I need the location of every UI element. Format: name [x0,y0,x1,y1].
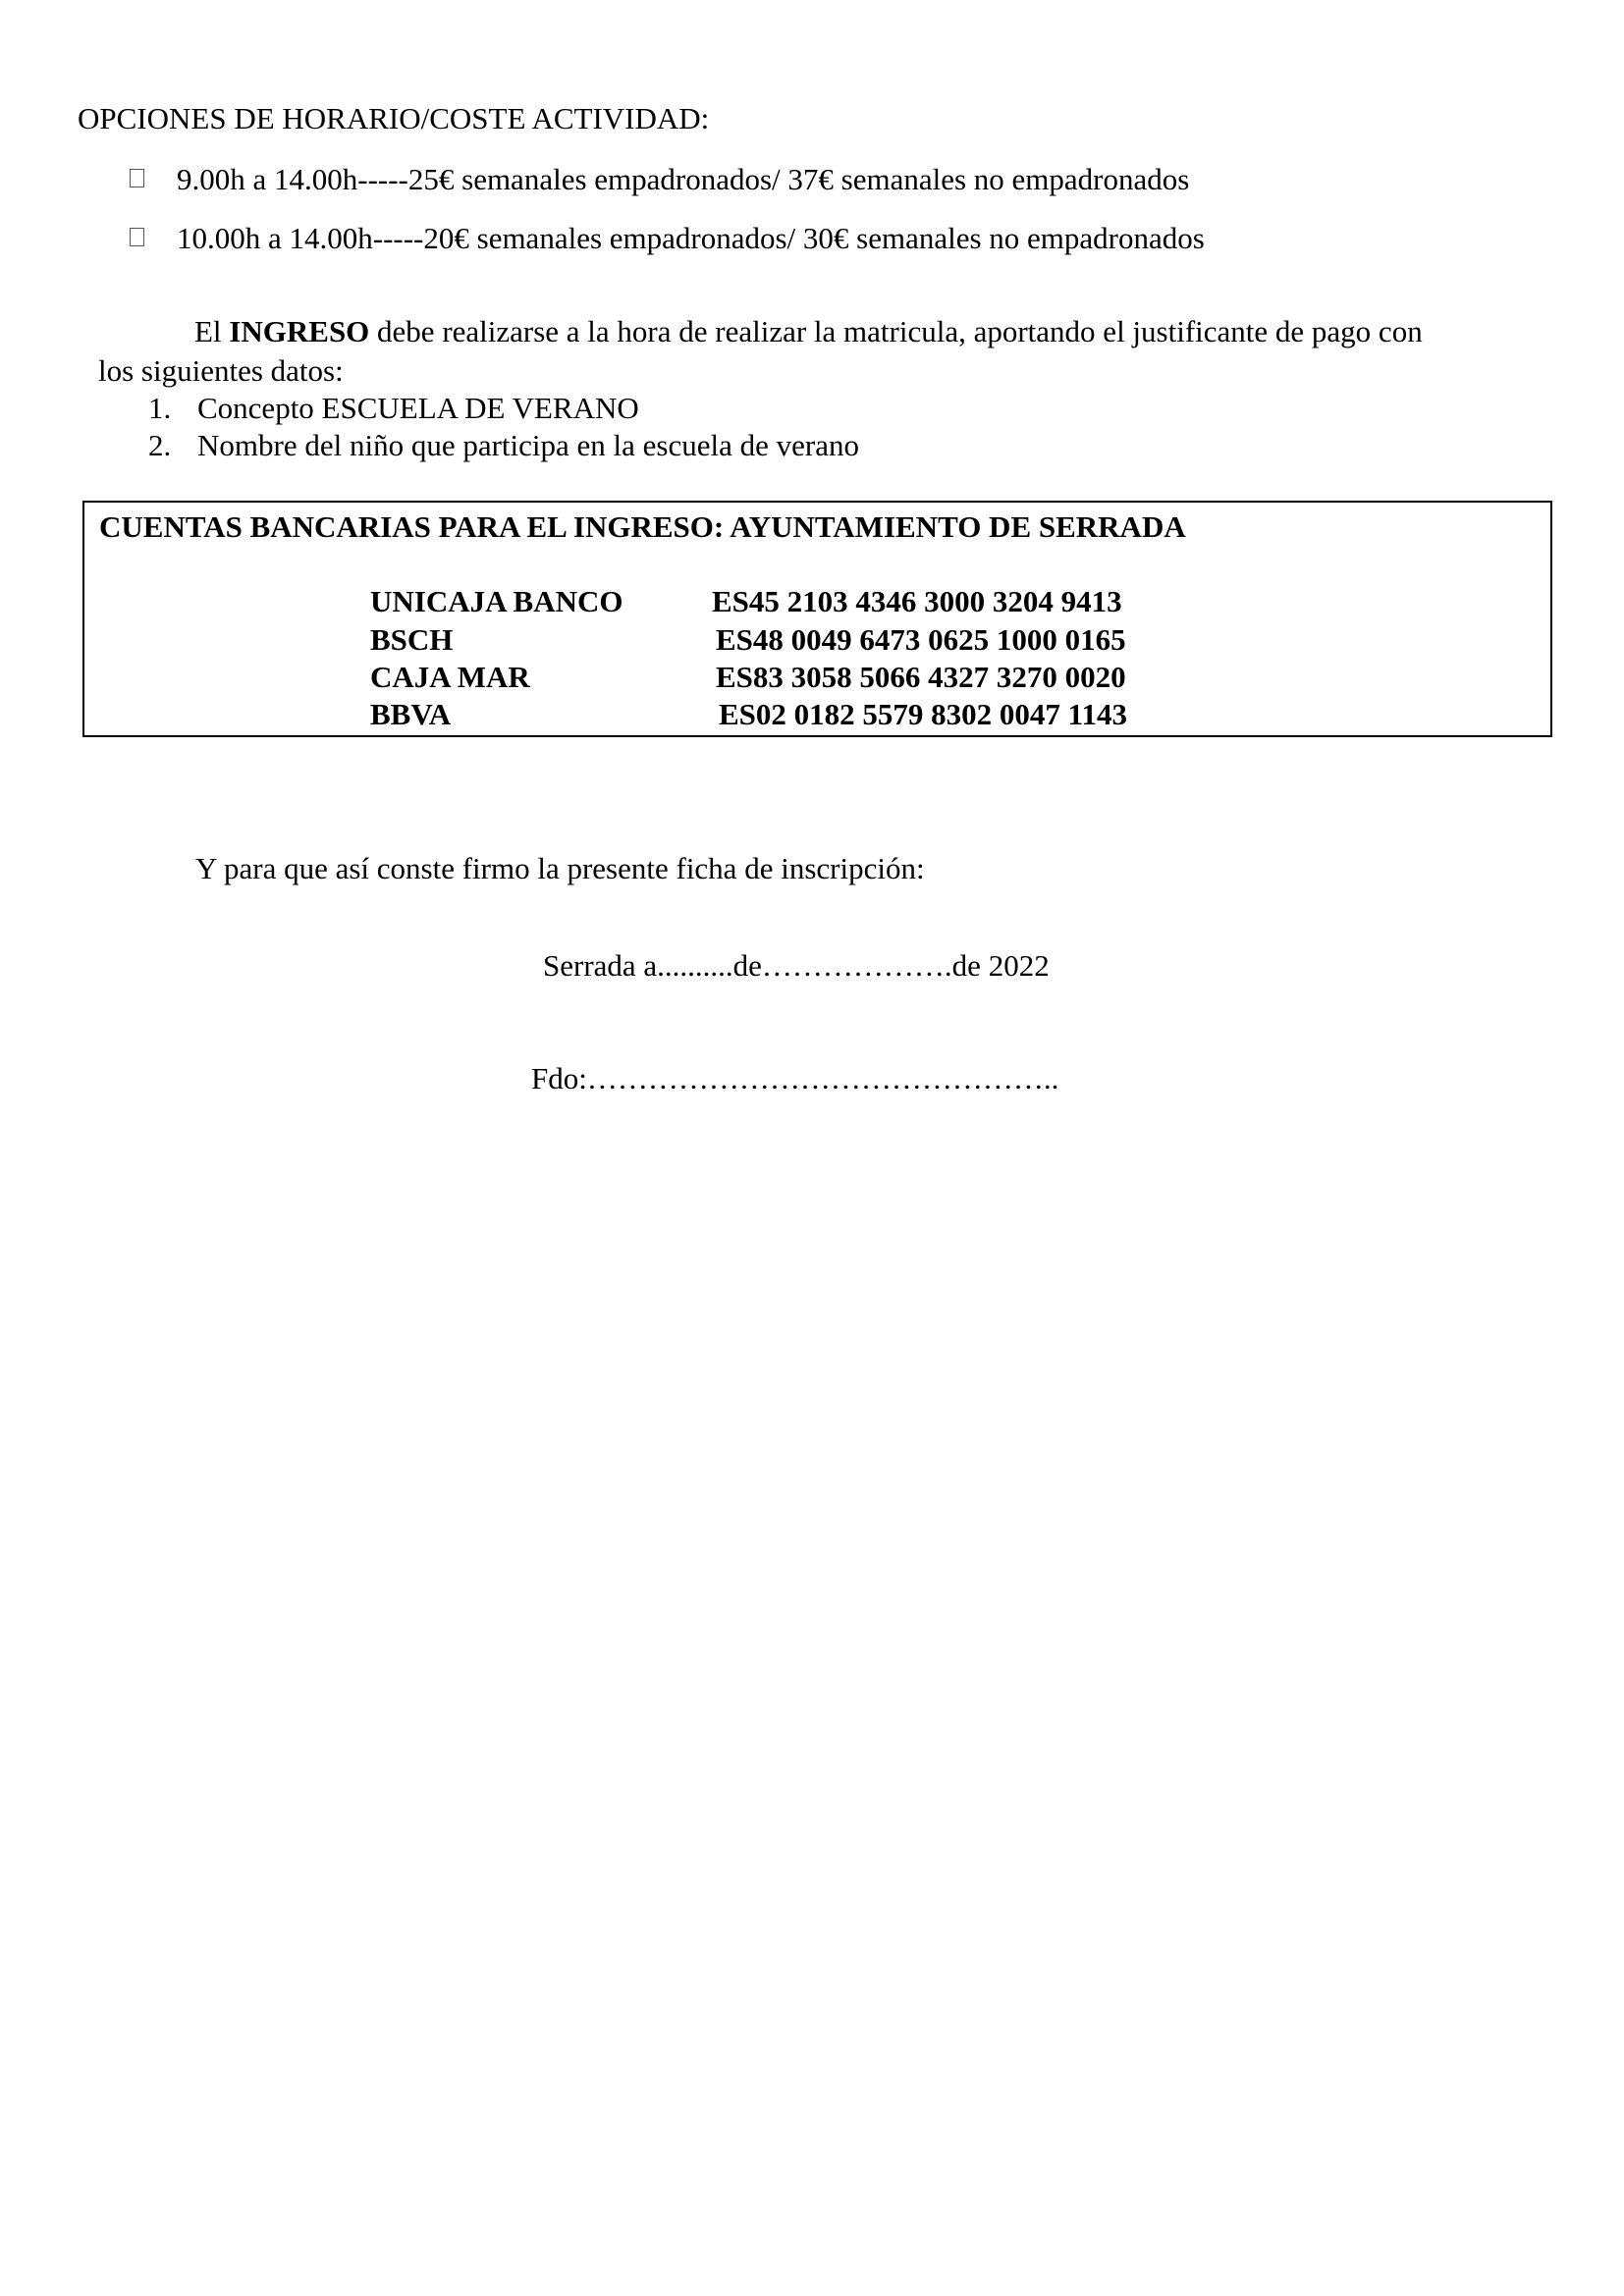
payment-intro-bold: INGRESO [229,314,370,348]
bank-accounts-title: CUENTAS BANCARIAS PARA EL INGRESO: AYUNTAMIENTO DE SERRADA [99,509,1186,544]
signature-line: Fdo:……………………………………….. [531,1061,1059,1095]
option-2-checkbox[interactable] [130,228,144,246]
closing-statement: Y para que así conste firmo la presente ficha de inscripción: [195,851,925,885]
date-line: Serrada a..........de……………….de 2022 [543,948,1050,983]
bank-iban: ES83 3058 5066 4327 3270 0020 [716,660,1126,694]
bank-iban: ES02 0182 5579 8302 0047 1143 [719,697,1127,731]
bank-iban: ES45 2103 4346 3000 3204 9413 [712,584,1122,618]
step-2-number: 2. [148,428,172,462]
bank-iban: ES48 0049 6473 0625 1000 0165 [716,622,1126,657]
bank-name: BBVA [370,697,452,731]
step-2-text: Nombre del niño que participa en la escuela de verano [197,428,859,462]
option-1-label: 9.00h a 14.00h-----25€ semanales empadronados/ 37€ semanales no empadronados [177,162,1190,196]
payment-intro-prefix: El [194,314,230,348]
option-2-label: 10.00h a 14.00h-----20€ semanales empadronados/ 30€ semanales no empadronados [177,221,1205,255]
options-heading: OPCIONES DE HORARIO/COSTE ACTIVIDAD: [78,101,710,135]
bank-name: CAJA MAR [370,660,530,694]
bank-name: UNICAJA BANCO [370,584,623,618]
option-1-checkbox[interactable] [130,169,144,187]
payment-intro-rest: debe realizarse a la hora de realizar la matricula, aportando el justificante de pago con [369,314,1423,348]
step-1-number: 1. [148,391,172,425]
step-1-text: Concepto ESCUELA DE VERANO [197,391,639,425]
payment-intro [194,316,1423,347]
payment-intro-line2: los siguientes datos: [98,353,344,388]
bank-name: BSCH [370,622,454,657]
